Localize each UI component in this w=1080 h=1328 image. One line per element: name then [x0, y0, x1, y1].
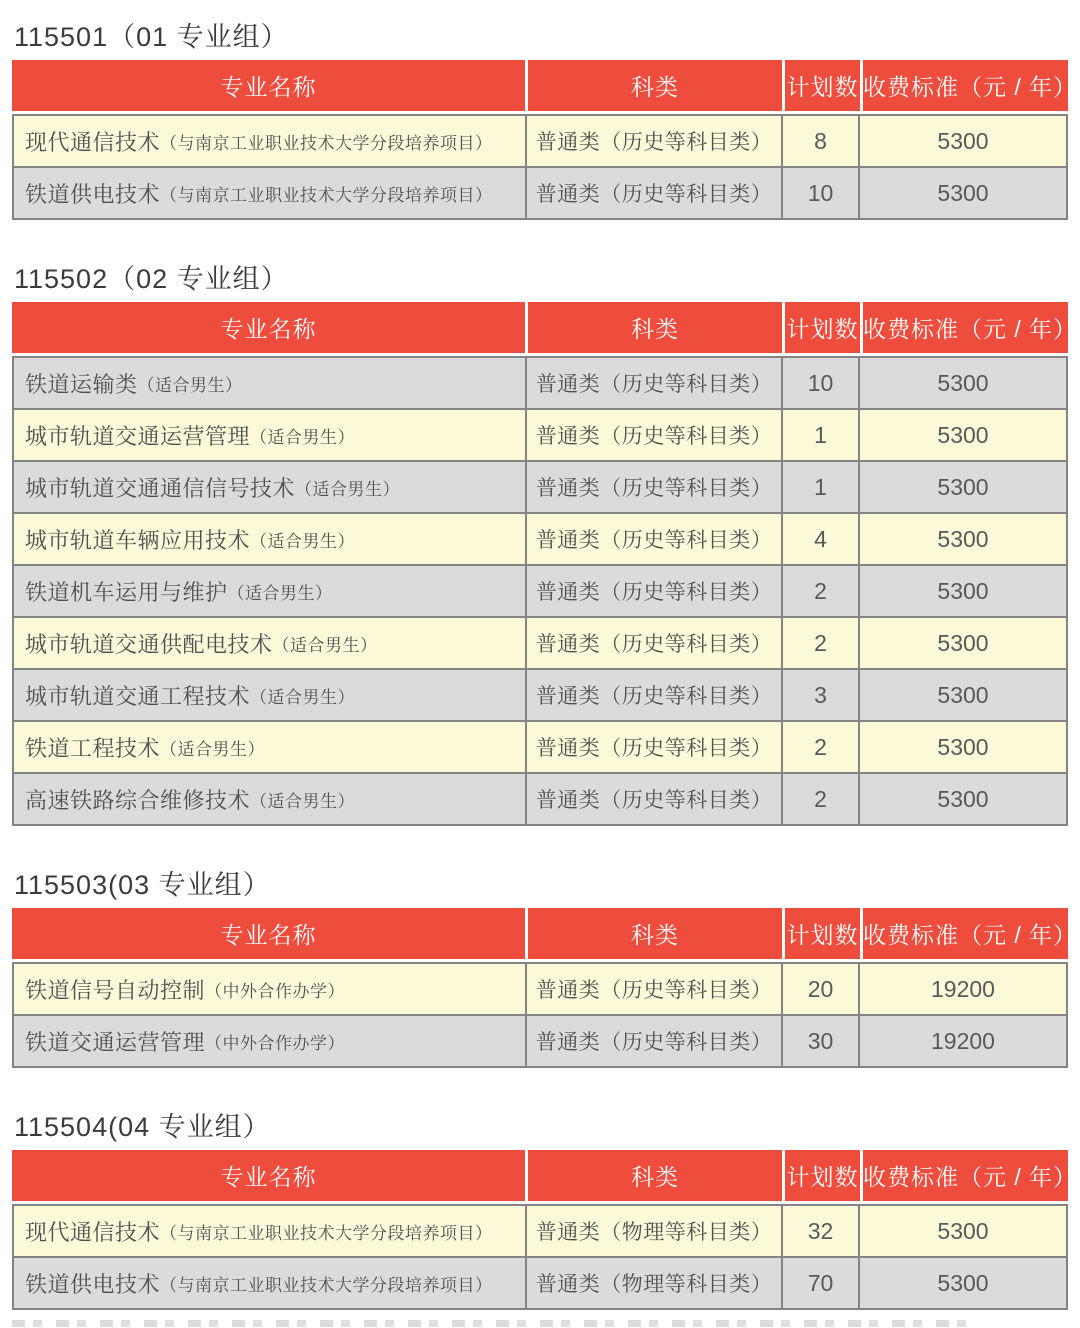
column-header-plan-count: 计划数 [782, 302, 860, 353]
table-row [14, 358, 1066, 408]
major-name-text: 铁道信号自动控制 [25, 977, 206, 1003]
cell-plan-count: 2 [781, 722, 858, 772]
major-group-section [12, 870, 1078, 1068]
table-row [14, 512, 1066, 564]
table-row [14, 772, 1066, 824]
cell-fee: 5300 [858, 410, 1066, 460]
table-row [14, 564, 1066, 616]
cell-major-name [14, 410, 525, 460]
page-content [12, 22, 1078, 1310]
column-header-plan-count: 计划数 [782, 60, 860, 111]
table-row [14, 720, 1066, 772]
table-body [12, 114, 1068, 220]
table-row [14, 116, 1066, 166]
admission-plan-table [12, 908, 1078, 1068]
major-note-text: （适合男生） [272, 635, 378, 655]
table-body [12, 962, 1068, 1068]
cell-plan-count: 30 [781, 1016, 858, 1066]
cell-plan-count: 70 [781, 1258, 858, 1308]
cell-fee: 19200 [858, 1016, 1066, 1066]
column-header-category: 科类 [525, 60, 782, 111]
table-row [14, 616, 1066, 668]
column-header-fee-standard: 收费标准（元 / 年） [860, 1150, 1068, 1201]
cell-fee: 5300 [858, 618, 1066, 668]
cell-fee: 5300 [858, 358, 1066, 408]
cell-category: 普通类（物理等科目类） [525, 1258, 781, 1308]
cell-fee: 5300 [858, 1258, 1066, 1308]
cell-category: 普通类（历史等科目类） [525, 358, 781, 408]
major-group-section [12, 22, 1078, 220]
major-name-text: 城市轨道交通工程技术 [25, 683, 251, 709]
table-header-row [12, 908, 1078, 959]
group-title: 115504(04 专业组） [14, 1112, 271, 1142]
column-header-category: 科类 [525, 1150, 782, 1201]
cell-major-name [14, 722, 525, 772]
major-note-text: （与南京工业职业技术大学分段培养项目） [160, 185, 493, 205]
major-note-text: （适合男生） [250, 531, 356, 551]
cell-fee: 5300 [858, 116, 1066, 166]
table-header-row [12, 60, 1078, 111]
cell-major-name [14, 566, 525, 616]
cell-plan-count: 10 [781, 358, 858, 408]
major-name-text: 铁道运输类 [25, 371, 138, 397]
cell-fee: 5300 [858, 462, 1066, 512]
cell-major-name [14, 116, 525, 166]
cell-category: 普通类（历史等科目类） [525, 670, 781, 720]
cell-plan-count: 4 [781, 514, 858, 564]
cell-category: 普通类（历史等科目类） [525, 116, 781, 166]
cell-plan-count: 32 [781, 1206, 858, 1256]
table-row [14, 166, 1066, 218]
major-group-section [12, 1112, 1078, 1310]
table-row [14, 460, 1066, 512]
column-header-category: 科类 [525, 908, 782, 959]
cell-plan-count: 20 [781, 964, 858, 1014]
column-header-major-name: 专业名称 [12, 60, 525, 111]
cell-fee: 19200 [858, 964, 1066, 1014]
major-note-text: （中外合作办学） [205, 1033, 346, 1053]
cell-category: 普通类（历史等科目类） [525, 566, 781, 616]
major-note-text: （适合男生） [160, 739, 266, 759]
column-header-fee-standard: 收费标准（元 / 年） [860, 60, 1068, 111]
group-title: 115502（02 专业组） [14, 264, 289, 294]
cell-major-name [14, 964, 525, 1014]
table-body [12, 1204, 1068, 1310]
major-note-text: （与南京工业职业技术大学分段培养项目） [160, 133, 493, 153]
cell-category: 普通类（历史等科目类） [525, 1016, 781, 1066]
cell-category: 普通类（历史等科目类） [525, 774, 781, 824]
admission-plan-table [12, 302, 1078, 826]
major-name-text: 铁道供电技术 [25, 1271, 161, 1297]
major-name-text: 铁道交通运营管理 [25, 1029, 206, 1055]
cell-fee: 5300 [858, 774, 1066, 824]
cell-plan-count: 8 [781, 116, 858, 166]
major-name-text: 高速铁路综合维修技术 [25, 787, 251, 813]
major-note-text: （与南京工业职业技术大学分段培养项目） [160, 1275, 493, 1295]
major-note-text: （适合男生） [295, 479, 401, 499]
major-name-text: 城市轨道交通运营管理 [25, 423, 251, 449]
column-header-category: 科类 [525, 302, 782, 353]
major-note-text: （适合男生） [250, 427, 356, 447]
cell-fee: 5300 [858, 168, 1066, 218]
cutoff-text-sliver [12, 1320, 977, 1327]
major-name-text: 铁道机车运用与维护 [25, 579, 228, 605]
major-name-text: 城市轨道车辆应用技术 [25, 527, 251, 553]
column-header-fee-standard: 收费标准（元 / 年） [860, 908, 1068, 959]
group-title: 115501（01 专业组） [14, 22, 289, 52]
major-name-text: 现代通信技术 [25, 129, 161, 155]
column-header-fee-standard: 收费标准（元 / 年） [860, 302, 1068, 353]
group-title: 115503(03 专业组） [14, 870, 271, 900]
column-header-plan-count: 计划数 [782, 908, 860, 959]
cell-major-name [14, 462, 525, 512]
major-note-text: （适合男生） [250, 687, 356, 707]
cell-plan-count: 10 [781, 168, 858, 218]
major-note-text: （中外合作办学） [205, 981, 346, 1001]
column-header-major-name: 专业名称 [12, 302, 525, 353]
table-row [14, 964, 1066, 1014]
admission-plan-table [12, 1150, 1078, 1310]
cell-category: 普通类（历史等科目类） [525, 618, 781, 668]
cell-major-name [14, 358, 525, 408]
cell-category: 普通类（历史等科目类） [525, 722, 781, 772]
major-note-text: （与南京工业职业技术大学分段培养项目） [160, 1223, 493, 1243]
cell-fee: 5300 [858, 566, 1066, 616]
admission-plan-table [12, 60, 1078, 220]
cell-fee: 5300 [858, 514, 1066, 564]
cell-fee: 5300 [858, 670, 1066, 720]
cell-plan-count: 1 [781, 462, 858, 512]
major-name-text: 城市轨道交通通信信号技术 [25, 475, 296, 501]
cell-category: 普通类（历史等科目类） [525, 462, 781, 512]
major-note-text: （适合男生） [137, 375, 243, 395]
cell-category: 普通类（历史等科目类） [525, 168, 781, 218]
column-header-major-name: 专业名称 [12, 908, 525, 959]
cell-plan-count: 2 [781, 618, 858, 668]
cell-plan-count: 1 [781, 410, 858, 460]
cell-major-name [14, 774, 525, 824]
major-name-text: 现代通信技术 [25, 1219, 161, 1245]
cell-major-name [14, 168, 525, 218]
major-name-text: 铁道工程技术 [25, 735, 161, 761]
cell-major-name [14, 514, 525, 564]
cell-major-name [14, 1206, 525, 1256]
cell-major-name [14, 618, 525, 668]
table-row [14, 1014, 1066, 1066]
cell-category: 普通类（物理等科目类） [525, 1206, 781, 1256]
column-header-plan-count: 计划数 [782, 1150, 860, 1201]
cell-category: 普通类（历史等科目类） [525, 964, 781, 1014]
table-row [14, 1206, 1066, 1256]
major-note-text: （适合男生） [250, 791, 356, 811]
table-header-row [12, 302, 1078, 353]
cell-major-name [14, 1258, 525, 1308]
major-name-text: 城市轨道交通供配电技术 [25, 631, 273, 657]
table-row [14, 1256, 1066, 1308]
table-header-row [12, 1150, 1078, 1201]
cell-fee: 5300 [858, 1206, 1066, 1256]
cell-category: 普通类（历史等科目类） [525, 514, 781, 564]
cell-plan-count: 3 [781, 670, 858, 720]
major-name-text: 铁道供电技术 [25, 181, 161, 207]
cell-plan-count: 2 [781, 774, 858, 824]
table-body [12, 356, 1068, 826]
cell-major-name [14, 670, 525, 720]
major-group-section [12, 264, 1078, 826]
table-row [14, 668, 1066, 720]
column-header-major-name: 专业名称 [12, 1150, 525, 1201]
cell-fee: 5300 [858, 722, 1066, 772]
cell-plan-count: 2 [781, 566, 858, 616]
cell-major-name [14, 1016, 525, 1066]
cell-category: 普通类（历史等科目类） [525, 410, 781, 460]
major-note-text: （适合男生） [227, 583, 333, 603]
table-row [14, 408, 1066, 460]
